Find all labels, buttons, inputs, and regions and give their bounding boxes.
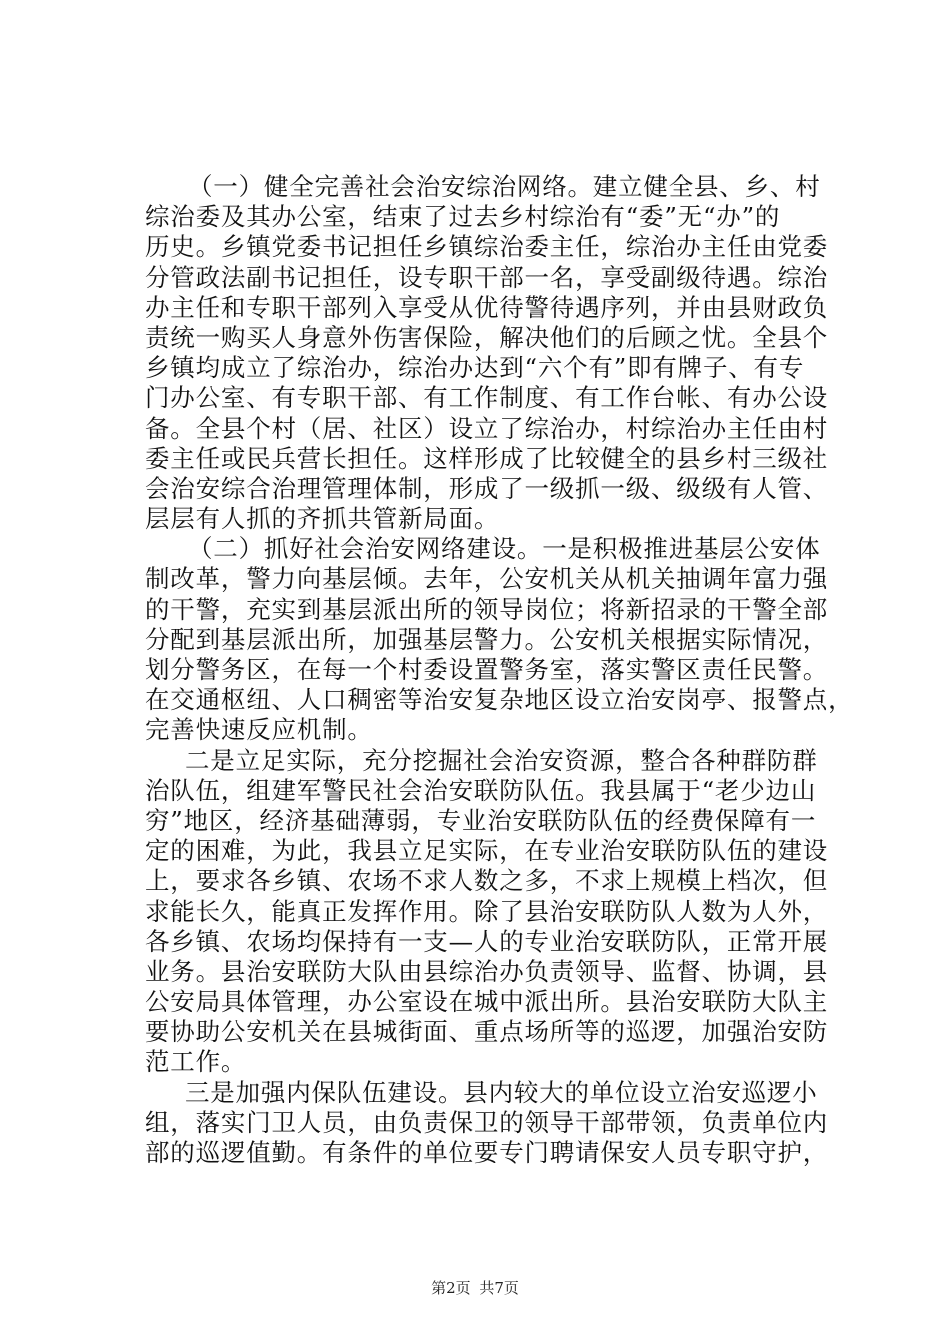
paragraph-1-line: 层层有人抓的齐抓共管新局面。 <box>145 504 500 534</box>
paragraph-3-line: 要协助公安机关在县城街面、重点场所等的巡逻，加强治安防 <box>145 1017 829 1047</box>
document-body <box>145 172 854 1168</box>
paragraph-3-line: 二是立足实际，充分挖掘社会治安资源，整合各种群防群 <box>185 745 818 775</box>
paragraph-2-line: 分配到基层派出所，加强基层警力。公安机关根据实际情况， <box>145 624 829 654</box>
paragraph-1-line: 会治安综合治理管理体制，形成了一级抓一级、级级有人管、 <box>145 473 829 503</box>
paragraph-2-line: 完善快速反应机制。 <box>145 715 373 745</box>
page-total: 共7页 <box>479 1279 519 1297</box>
paragraph-3-line: 求能长久，能真正发挥作用。除了县治安联防队人数为人外， <box>145 896 829 926</box>
paragraph-2-line: （二）抓好社会治安网络建设。一是积极推进基层公安体 <box>188 534 821 564</box>
paragraph-1-line: 分管政法副书记担任，设专职干部一名，享受副级待遇。综治 <box>145 262 829 292</box>
paragraph-3-line: 治队伍，组建军警民社会治安联防队伍。我县属于“老少边山 <box>145 775 817 805</box>
paragraph-3-line: 上，要求各乡镇、农场不求人数之多，不求上规模上档次，但 <box>145 866 829 896</box>
paragraph-1-line: （一）健全完善社会治安综治网络。建立健全县、乡、村 <box>188 172 821 201</box>
paragraph-4-line: 三是加强内保队伍建设。县内较大的单位设立治安巡逻小 <box>185 1077 818 1107</box>
paragraph-1-line: 责统一购买人身意外伤害保险，解决他们的后顾之忧。全县个 <box>145 322 829 352</box>
paragraph-3-line: 穷”地区，经济基础薄弱，专业治安联防队伍的经费保障有一 <box>145 805 817 835</box>
paragraph-3-line: 定的困难，为此，我县立足实际，在专业治安联防队伍的建设 <box>145 836 829 866</box>
paragraph-4-line: 部的巡逻值勤。有条件的单位要专门聘请保安人员专职守护， <box>145 1138 829 1167</box>
paragraph-2-line: 制改革，警力向基层倾。去年，公安机关从机关抽调年富力强 <box>145 564 829 594</box>
paragraph-4-line: 组，落实门卫人员，由负责保卫的领导干部带领，负责单位内 <box>145 1107 829 1137</box>
paragraph-2-line: 划分警务区，在每一个村委设置警务室，落实警区责任民警。 <box>145 655 829 684</box>
paragraph-2-line: 在交通枢纽、人口稠密等治安复杂地区设立治安岗亭、报警点， <box>145 685 854 715</box>
paragraph-3-line: 业务。县治安联防大队由县综治办负责领导、监督、协调，县 <box>145 956 829 986</box>
paragraph-1-line: 门办公室、有专职干部、有工作制度、有工作台帐、有办公设 <box>145 383 829 413</box>
paragraph-3-line: 公安局具体管理，办公室设在城中派出所。县治安联防大队主 <box>145 987 829 1017</box>
paragraph-1-line: 办主任和专职干部列入享受从优待警待遇序列，并由县财政负 <box>145 292 829 322</box>
paragraph-1-line: 乡镇均成立了综治办，综治办达到“六个有”即有牌子、有专 <box>145 353 805 383</box>
paragraph-1-line: 备。全县个村（居、社区）设立了综治办，村综治办主任由村 <box>145 413 829 443</box>
paragraph-1-line: 综治委及其办公室，结束了过去乡村综治有“委”无“办”的 <box>145 202 781 232</box>
paragraph-2-line: 的干警，充实到基层派出所的领导岗位；将新招录的干警全部 <box>145 594 829 624</box>
page-number: 第2页 <box>431 1279 471 1297</box>
paragraph-1-line: 历史。乡镇党委书记担任乡镇综治委主任，综治办主任由党委 <box>145 232 829 262</box>
paragraph-3-line: 各乡镇、农场均保持有一支—人的专业治安联防队，正常开展 <box>145 926 829 956</box>
paragraph-3-line: 范工作。 <box>145 1047 247 1077</box>
paragraph-1-line: 委主任或民兵营长担任。这样形成了比较健全的县乡村三级社 <box>145 443 829 473</box>
page-footer <box>0 1278 950 1298</box>
